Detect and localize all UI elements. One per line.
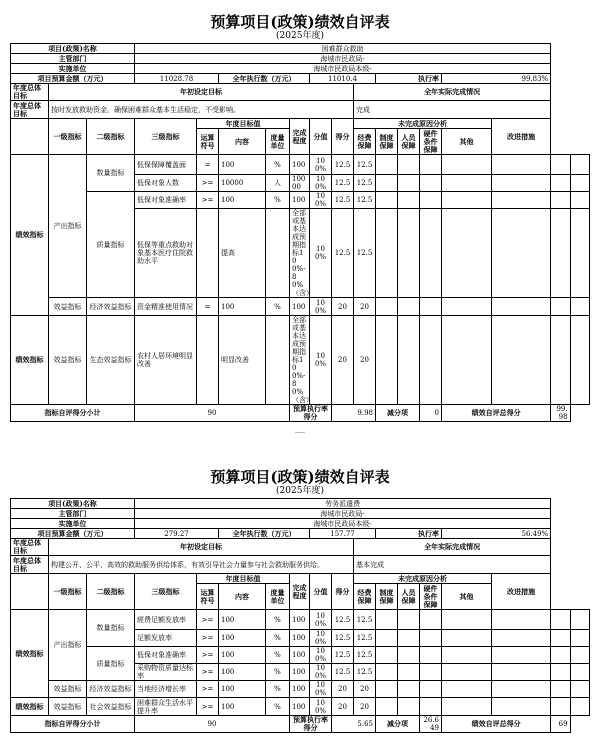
econ-label: 效益指标 bbox=[49, 298, 87, 316]
reason-cell bbox=[492, 209, 551, 298]
row-score: 12.5 bbox=[332, 192, 354, 209]
row-done: 10000 bbox=[290, 175, 310, 192]
reason-cell bbox=[492, 630, 551, 647]
measures-cell bbox=[570, 610, 589, 630]
reason-cell bbox=[442, 155, 492, 175]
row-done: 100 bbox=[290, 664, 310, 681]
reason-cell bbox=[442, 209, 492, 298]
reason-note bbox=[551, 630, 570, 647]
row-got: 12.5 bbox=[354, 209, 376, 298]
exec-score-value: 5.65 bbox=[332, 716, 376, 733]
self-score-value: 90 bbox=[135, 716, 290, 733]
econ-label: 效益指标 bbox=[49, 316, 87, 405]
exec-score-label: 预算执行率得分 bbox=[290, 405, 332, 422]
reason-cell bbox=[420, 209, 442, 298]
row-op: >= bbox=[197, 664, 219, 681]
actual-text: 完成 bbox=[354, 101, 551, 119]
row-score: 20 bbox=[332, 698, 354, 716]
row-got: 20 bbox=[354, 298, 376, 316]
row-op: = bbox=[197, 155, 219, 175]
row-unit: % bbox=[266, 298, 290, 316]
row-got: 12.5 bbox=[354, 647, 376, 664]
actual-label: 全年实际完成情况 bbox=[354, 539, 551, 556]
row-done: 全部或基本达成预期指标100%-80%（含） bbox=[290, 316, 310, 405]
reason-cell bbox=[376, 698, 398, 716]
header-lvl1: 一级指标 bbox=[49, 119, 87, 155]
qual-label: 质量指标 bbox=[87, 647, 135, 681]
reason-cell bbox=[492, 298, 551, 316]
rate-value: 56.49% bbox=[442, 529, 551, 539]
row-done: 100 bbox=[290, 698, 310, 716]
header-reasons: 未完成原因分析 bbox=[354, 574, 492, 584]
header-unit: 度量单位 bbox=[266, 584, 290, 610]
exec-label: 全年执行数（万元） bbox=[219, 74, 310, 84]
row-done: 全部或基本达成预期指标100%-80%（含） bbox=[290, 209, 310, 298]
row-content: 100 bbox=[219, 192, 266, 209]
header-measures: 改进措施 bbox=[492, 574, 551, 610]
total-label: 绩效自评总得分 bbox=[442, 716, 551, 733]
row-done: 100 bbox=[290, 630, 310, 647]
perf-label: 绩效指标 bbox=[11, 698, 49, 716]
exec-score-value: 9.98 bbox=[332, 405, 376, 422]
perf-label: 绩效指标 bbox=[11, 155, 49, 316]
row-l3: 經费足额发放率 bbox=[135, 610, 197, 630]
form-year: (2025年度) bbox=[276, 31, 324, 41]
row-unit: % bbox=[266, 155, 290, 175]
header-content: 内容 bbox=[219, 129, 266, 155]
measures-cell bbox=[570, 175, 589, 192]
row-content: 100 bbox=[219, 610, 266, 630]
measures-cell bbox=[570, 647, 589, 664]
perf-label: 绩效指标 bbox=[11, 316, 49, 405]
header-unit: 度量单位 bbox=[266, 129, 290, 155]
exec-score-label: 预算执行率得分 bbox=[290, 716, 332, 733]
reason-cell bbox=[398, 155, 420, 175]
row-degree: 100% bbox=[310, 209, 332, 298]
measures-cell bbox=[570, 316, 589, 405]
project-name-value: 困难群众救助 bbox=[135, 44, 551, 54]
measures-cell bbox=[570, 192, 589, 209]
row-degree: 100% bbox=[310, 630, 332, 647]
budget-value: 279.27 bbox=[135, 529, 219, 539]
row-got: 12.5 bbox=[354, 155, 376, 175]
reason-cell bbox=[420, 192, 442, 209]
qty-label: 数量指标 bbox=[87, 610, 135, 647]
row-op: = bbox=[197, 298, 219, 316]
row-done: 100 bbox=[290, 298, 310, 316]
reason-cell bbox=[420, 664, 442, 681]
row-content: 100 bbox=[219, 664, 266, 681]
header-annual-value: 年度目标值 bbox=[197, 119, 290, 129]
row-degree: 100% bbox=[310, 698, 332, 716]
project-name-value: 劳务派遣费 bbox=[135, 499, 551, 509]
row-op bbox=[197, 209, 219, 298]
total-label: 绩效自评总得分 bbox=[442, 405, 551, 422]
project-name-label: 项目(政策)名称 bbox=[11, 44, 135, 54]
reason-cell bbox=[442, 610, 492, 630]
row-score: 20 bbox=[332, 681, 354, 698]
row-l3: 低保对象准确率 bbox=[135, 192, 197, 209]
benefit-l2-label: 社会效益指标 bbox=[87, 698, 135, 716]
exec-value: 157.77 bbox=[310, 529, 376, 539]
reason-cell bbox=[398, 316, 420, 405]
row-l3: 采购物资质量达标率 bbox=[135, 664, 197, 681]
header-lvl3: 三级指标 bbox=[135, 119, 197, 155]
row-content: 100 bbox=[219, 698, 266, 716]
project-name-label: 项目(政策)名称 bbox=[11, 499, 135, 509]
row-l3: 当地经济增长率 bbox=[135, 681, 197, 698]
reason-cell bbox=[398, 681, 420, 698]
reason-cell bbox=[376, 316, 398, 405]
reason-note bbox=[551, 155, 570, 175]
header-degree: 完成程度 bbox=[290, 574, 310, 610]
row-l3: 资金精准使用情况 bbox=[135, 298, 197, 316]
reason-cell bbox=[376, 192, 398, 209]
reason-note bbox=[551, 298, 570, 316]
header-op: 运算符号 bbox=[197, 129, 219, 155]
reason-cell bbox=[442, 316, 492, 405]
overall-goal-label: 年度总体目标 bbox=[11, 101, 49, 119]
reason-cell bbox=[420, 610, 442, 630]
reason-cell bbox=[442, 698, 492, 716]
header-score: 分值 bbox=[310, 574, 332, 610]
budget-value: 11028.78 bbox=[135, 74, 219, 84]
row-unit: % bbox=[266, 610, 290, 630]
measures-cell bbox=[570, 155, 589, 175]
reason-cell bbox=[376, 647, 398, 664]
header-r1: 经费保障 bbox=[354, 584, 376, 610]
reason-cell bbox=[420, 630, 442, 647]
row-score: 12.5 bbox=[332, 664, 354, 681]
goal-text: 按时发放救助资金，确保困难群众基本生活稳定，不受影响。 bbox=[49, 101, 354, 119]
header-r2: 制度保障 bbox=[376, 129, 398, 155]
measures-cell bbox=[570, 298, 589, 316]
header-measures: 改进措施 bbox=[492, 119, 551, 155]
row-degree: 100% bbox=[310, 647, 332, 664]
reason-note bbox=[551, 192, 570, 209]
form-title: 预算项目(政策)绩效自评表 bbox=[210, 13, 390, 31]
header-r2: 制度保障 bbox=[376, 584, 398, 610]
reason-cell bbox=[442, 664, 492, 681]
row-l3: 低保对象准确率 bbox=[135, 647, 197, 664]
benefit-l2-label: 生态效益指标 bbox=[87, 316, 135, 405]
minus-label: 减分项 bbox=[376, 716, 420, 733]
row-done: 100 bbox=[290, 192, 310, 209]
reason-cell bbox=[398, 630, 420, 647]
row-content: 明显改善 bbox=[219, 316, 266, 405]
row-content: 100 bbox=[219, 630, 266, 647]
row-score: 12.5 bbox=[332, 209, 354, 298]
row-unit: % bbox=[266, 664, 290, 681]
output-label: 产出指标 bbox=[49, 155, 87, 298]
reason-cell bbox=[398, 298, 420, 316]
evaluation-form-2 bbox=[10, 468, 590, 733]
qual-label: 质量指标 bbox=[87, 192, 135, 298]
header-lvl2: 二级指标 bbox=[87, 119, 135, 155]
output-label: 产出指标 bbox=[49, 610, 87, 681]
row-got: 12.5 bbox=[354, 664, 376, 681]
dept-label: 主管部门 bbox=[11, 509, 135, 519]
evaluation-table bbox=[10, 43, 590, 422]
row-content: 100 bbox=[219, 298, 266, 316]
row-op: >= bbox=[197, 630, 219, 647]
row-unit: % bbox=[266, 647, 290, 664]
blank-cell bbox=[11, 574, 49, 610]
goal-text: 构建公开、公平、高效的救助服务供给体系，有效引导社会力量参与社会救助服务供给。 bbox=[49, 556, 354, 574]
row-op: >= bbox=[197, 610, 219, 630]
row-content: 提高 bbox=[219, 209, 266, 298]
reason-cell bbox=[398, 698, 420, 716]
header-r3: 人员保障 bbox=[398, 129, 420, 155]
dept-value: 海城市民政局- bbox=[135, 509, 551, 519]
row-unit: 人 bbox=[266, 175, 290, 192]
row-l3: 低保保障覆盖面 bbox=[135, 155, 197, 175]
header-r5: 其他 bbox=[442, 129, 492, 155]
row-op: >= bbox=[197, 192, 219, 209]
measures-cell bbox=[570, 630, 589, 647]
overall-goal-label: 年度总体目标 bbox=[11, 84, 49, 101]
reason-cell bbox=[376, 298, 398, 316]
reason-cell bbox=[492, 155, 551, 175]
reason-note bbox=[551, 698, 570, 716]
row-unit bbox=[266, 209, 290, 298]
row-score: 12.5 bbox=[332, 610, 354, 630]
impl-value: 海城市民政局本级- bbox=[135, 64, 551, 74]
econ-sub-label: 经济效益指标 bbox=[87, 681, 135, 698]
row-degree: 100% bbox=[310, 664, 332, 681]
row-degree: 100% bbox=[310, 681, 332, 698]
reason-cell bbox=[376, 209, 398, 298]
row-op: >= bbox=[197, 698, 219, 716]
reason-note bbox=[551, 175, 570, 192]
row-done: 100 bbox=[290, 610, 310, 630]
row-score: 20 bbox=[332, 298, 354, 316]
reason-cell bbox=[398, 664, 420, 681]
row-got: 12.5 bbox=[354, 175, 376, 192]
row-score: 12.5 bbox=[332, 175, 354, 192]
row-done: 100 bbox=[290, 681, 310, 698]
reason-note bbox=[551, 209, 570, 298]
header-r3: 人员保障 bbox=[398, 584, 420, 610]
reason-cell bbox=[420, 647, 442, 664]
initial-goal-label: 年初设定目标 bbox=[49, 539, 354, 556]
dept-value: 海城市民政局- bbox=[135, 54, 551, 64]
reason-cell bbox=[420, 698, 442, 716]
header-lvl2: 二级指标 bbox=[87, 574, 135, 610]
header-degree: 完成程度 bbox=[290, 119, 310, 155]
row-got: 12.5 bbox=[354, 192, 376, 209]
reason-cell bbox=[376, 610, 398, 630]
row-got: 12.5 bbox=[354, 630, 376, 647]
reason-note bbox=[551, 316, 570, 405]
row-got: 20 bbox=[354, 316, 376, 405]
reason-cell bbox=[442, 630, 492, 647]
row-degree: 100% bbox=[310, 610, 332, 630]
reason-cell bbox=[442, 647, 492, 664]
measures-cell bbox=[570, 698, 589, 716]
blank-cell bbox=[11, 119, 49, 155]
header-r5: 其他 bbox=[442, 584, 492, 610]
exec-value: 11010.4 bbox=[310, 74, 376, 84]
actual-text: 基本完成 bbox=[354, 556, 551, 574]
reason-cell bbox=[492, 316, 551, 405]
page-separator bbox=[295, 432, 305, 433]
reason-note bbox=[551, 664, 570, 681]
reason-cell bbox=[492, 192, 551, 209]
row-score: 12.5 bbox=[332, 155, 354, 175]
reason-cell bbox=[420, 155, 442, 175]
header-got: 得分 bbox=[332, 119, 354, 155]
evaluation-form-1 bbox=[10, 13, 590, 422]
row-op bbox=[197, 316, 219, 405]
row-l3: 低保等重点救助对象基本医疗住院救助水平 bbox=[135, 209, 197, 298]
row-got: 20 bbox=[354, 681, 376, 698]
total-value: 99.98 bbox=[551, 405, 570, 422]
dept-label: 主管部门 bbox=[11, 54, 135, 64]
total-value: 69 bbox=[551, 716, 570, 733]
reason-cell bbox=[376, 681, 398, 698]
header-lvl3: 三级指标 bbox=[135, 574, 197, 610]
measures-cell bbox=[570, 209, 589, 298]
row-op: >= bbox=[197, 681, 219, 698]
row-degree: 100% bbox=[310, 298, 332, 316]
row-content: 10000 bbox=[219, 175, 266, 192]
reason-cell bbox=[442, 681, 492, 698]
impl-value: 海城市民政局本级- bbox=[135, 519, 551, 529]
rate-label: 执行率 bbox=[376, 74, 442, 84]
overall-goal-label: 年度总体目标 bbox=[11, 539, 49, 556]
row-score: 12.5 bbox=[332, 630, 354, 647]
rate-value: 99.83% bbox=[442, 74, 551, 84]
reason-cell bbox=[376, 664, 398, 681]
reason-cell bbox=[420, 175, 442, 192]
header-score: 分值 bbox=[310, 119, 332, 155]
row-l3: 足额发放率 bbox=[135, 630, 197, 647]
row-unit: % bbox=[266, 698, 290, 716]
impl-label: 实施单位 bbox=[11, 519, 135, 529]
reason-cell bbox=[442, 298, 492, 316]
reason-cell bbox=[376, 175, 398, 192]
row-got: 20 bbox=[354, 698, 376, 716]
row-got: 12.5 bbox=[354, 610, 376, 630]
measures-cell bbox=[570, 681, 589, 698]
reason-cell bbox=[442, 175, 492, 192]
reason-cell bbox=[492, 647, 551, 664]
reason-cell bbox=[398, 175, 420, 192]
row-content: 100 bbox=[219, 155, 266, 175]
form-year: (2025年度) bbox=[276, 486, 324, 496]
row-done: 100 bbox=[290, 155, 310, 175]
header-r4: 硬件条件保障 bbox=[420, 129, 442, 155]
reason-cell bbox=[376, 630, 398, 647]
measures-cell bbox=[570, 664, 589, 681]
impl-label: 实施单位 bbox=[11, 64, 135, 74]
header-content: 内容 bbox=[219, 584, 266, 610]
row-unit bbox=[266, 316, 290, 405]
header-r4: 硬件条件保障 bbox=[420, 584, 442, 610]
reason-cell bbox=[492, 664, 551, 681]
evaluation-table bbox=[10, 498, 590, 733]
form-title: 预算项目(政策)绩效自评表 bbox=[210, 468, 390, 486]
row-degree: 100% bbox=[310, 175, 332, 192]
initial-goal-label: 年初设定目标 bbox=[49, 84, 354, 101]
reason-cell bbox=[442, 192, 492, 209]
row-unit: % bbox=[266, 681, 290, 698]
qty-label: 数量指标 bbox=[87, 155, 135, 192]
reason-cell bbox=[492, 698, 551, 716]
self-score-value: 90 bbox=[135, 405, 290, 422]
reason-cell bbox=[492, 175, 551, 192]
row-content: 100 bbox=[219, 681, 266, 698]
reason-cell bbox=[492, 681, 551, 698]
econ-label: 效益指标 bbox=[49, 698, 87, 716]
reason-cell bbox=[398, 610, 420, 630]
row-degree: 100% bbox=[310, 155, 332, 175]
reason-cell bbox=[492, 610, 551, 630]
minus-value: 26.649 bbox=[420, 716, 442, 733]
perf-label: 绩效指标 bbox=[11, 610, 49, 698]
row-score: 20 bbox=[332, 316, 354, 405]
budget-label: 项目预算金额（万元） bbox=[11, 529, 135, 539]
row-op: >= bbox=[197, 647, 219, 664]
self-score-label: 指标自评得分小计 bbox=[11, 716, 135, 733]
econ-sub-label: 经济效益指标 bbox=[87, 298, 135, 316]
reason-cell bbox=[376, 155, 398, 175]
header-reasons: 未完成原因分析 bbox=[354, 119, 492, 129]
overall-goal-label: 年度总体目标 bbox=[11, 556, 49, 574]
row-done: 100 bbox=[290, 647, 310, 664]
reason-note bbox=[551, 647, 570, 664]
header-op: 运算符号 bbox=[197, 584, 219, 610]
reason-cell bbox=[398, 192, 420, 209]
reason-note bbox=[551, 610, 570, 630]
row-score: 12.5 bbox=[332, 647, 354, 664]
row-l3: 困难群众生活水平提升率 bbox=[135, 698, 197, 716]
reason-cell bbox=[398, 209, 420, 298]
budget-label: 项目预算金额（万元） bbox=[11, 74, 135, 84]
row-l3: 农村人居环境明显改善 bbox=[135, 316, 197, 405]
reason-cell bbox=[420, 298, 442, 316]
row-degree: 100% bbox=[310, 316, 332, 405]
minus-value: 0 bbox=[420, 405, 442, 422]
reason-cell bbox=[398, 647, 420, 664]
header-got: 得分 bbox=[332, 574, 354, 610]
actual-label: 全年实际完成情况 bbox=[354, 84, 551, 101]
row-op: >= bbox=[197, 175, 219, 192]
reason-cell bbox=[420, 681, 442, 698]
header-r1: 经费保障 bbox=[354, 129, 376, 155]
minus-label: 减分项 bbox=[376, 405, 420, 422]
row-l3: 低保对象人数 bbox=[135, 175, 197, 192]
row-content: 100 bbox=[219, 647, 266, 664]
reason-cell bbox=[420, 316, 442, 405]
exec-label: 全年执行数（万元） bbox=[219, 529, 310, 539]
header-lvl1: 一级指标 bbox=[49, 574, 87, 610]
self-score-label: 指标自评得分小计 bbox=[11, 405, 135, 422]
header-annual-value: 年度目标值 bbox=[197, 574, 290, 584]
row-unit: % bbox=[266, 630, 290, 647]
row-degree: 100% bbox=[310, 192, 332, 209]
rate-label: 执行率 bbox=[376, 529, 442, 539]
econ-label: 效益指标 bbox=[49, 681, 87, 698]
reason-note bbox=[551, 681, 570, 698]
row-unit: % bbox=[266, 192, 290, 209]
